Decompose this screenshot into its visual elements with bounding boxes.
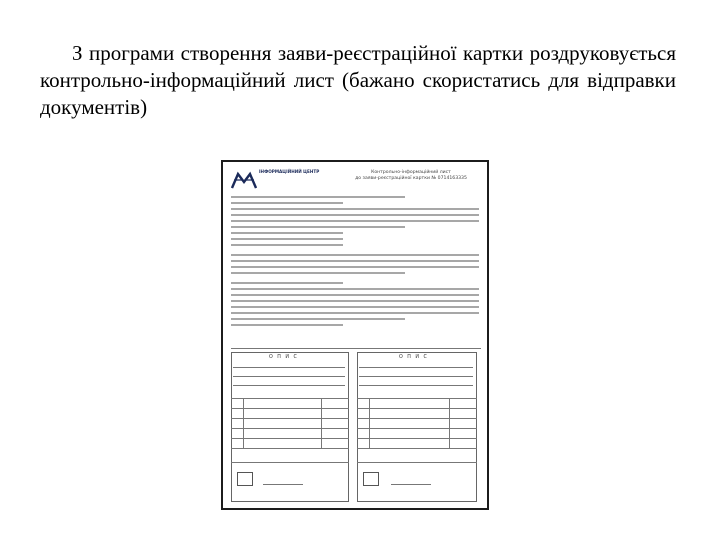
- control-information-sheet-image: [221, 160, 489, 510]
- instruction-paragraph: [40, 40, 676, 121]
- document-logo-icon: [231, 170, 257, 190]
- instruction-text: З програми створення заяви-реєстраційної картки роздруковується контрольно-інформаційний лист (бажано скористатись для відправки документів): [40, 41, 676, 119]
- logo-text: ІНФОРМАЦІЙНИЙ ЦЕНТР: [259, 169, 320, 174]
- sheet-title: Контрольно-інформаційний лист до заяви-реєстраційної картки № 0714163335: [355, 170, 467, 181]
- left-form-title: О П И С: [269, 355, 299, 360]
- right-form-title: О П И С: [399, 355, 429, 360]
- sheet-body-text: [231, 196, 479, 330]
